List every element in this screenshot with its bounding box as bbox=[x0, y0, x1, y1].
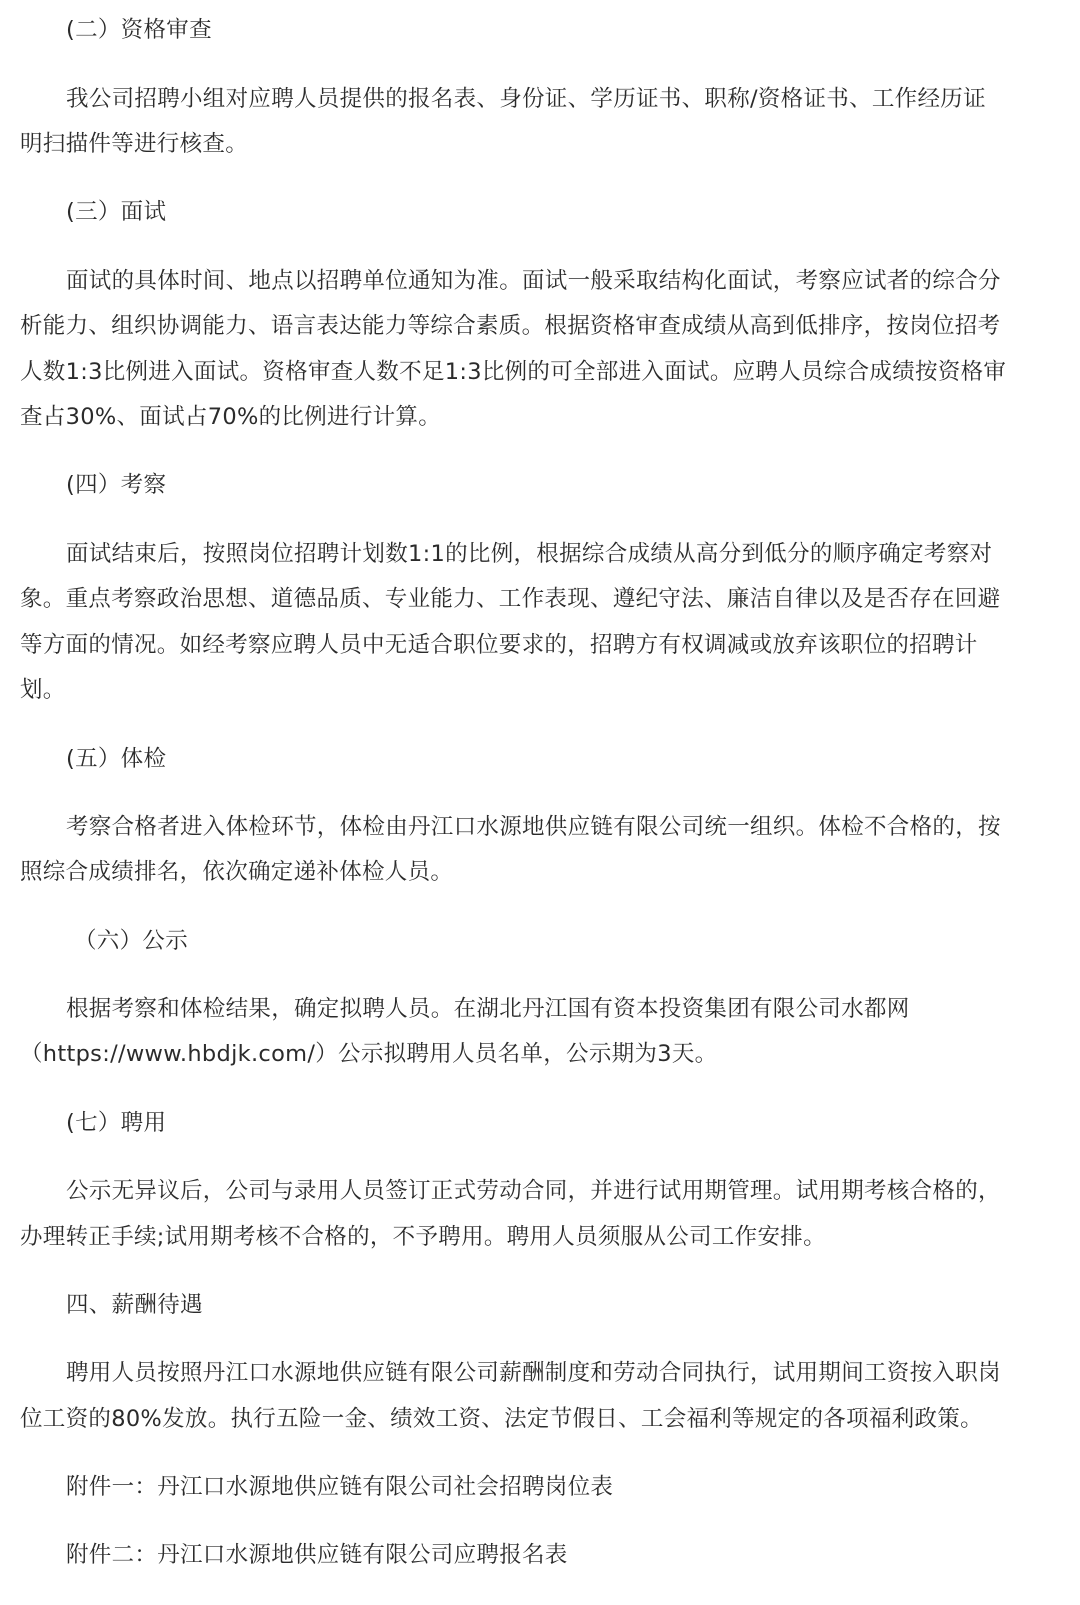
paragraph-line: 我公司招聘小组对应聘人员提供的报名表、身份证、学历证书、职称/资格证书、工作经历证 bbox=[66, 86, 986, 112]
section-heading-publicity: （六）公示 bbox=[74, 928, 189, 954]
paragraph-line: 析能力、组织协调能力、语言表达能力等综合素质。根据资格审查成绩从高到低排序，按岗位招考 bbox=[20, 313, 1001, 339]
paragraph-line: 象。重点考察政治思想、道德品质、专业能力、工作表现、遵纪守法、廉洁自律以及是否存在回避 bbox=[20, 586, 1001, 612]
paragraph-line: 人数1:3比例进入面试。资格审查人数不足1:3比例的可全部进入面试。应聘人员综合成绩按资格审 bbox=[20, 359, 1007, 385]
section-heading-interview: (三）面试 bbox=[66, 199, 167, 225]
section-heading-employment: (七）聘用 bbox=[66, 1110, 167, 1136]
attachment-2: 附件二：丹江口水源地供应链有限公司应聘报名表 bbox=[66, 1542, 568, 1568]
attachment-1: 附件一：丹江口水源地供应链有限公司社会招聘岗位表 bbox=[66, 1474, 614, 1500]
paragraph-line: 照综合成绩排名，依次确定递补体检人员。 bbox=[20, 859, 454, 885]
paragraph-line: 公示无异议后，公司与录用人员签订正式劳动合同，并进行试用期管理。试用期考核合格的， bbox=[66, 1178, 1001, 1204]
section-heading-physical-exam: (五）体检 bbox=[66, 746, 167, 772]
paragraph-line: 根据考察和体检结果，确定拟聘人员。在湖北丹江国有资本投资集团有限公司水都网 bbox=[66, 996, 910, 1022]
paragraph-line: 明扫描件等进行核查。 bbox=[20, 131, 249, 157]
paragraph-line: 划。 bbox=[20, 677, 66, 703]
paragraph-line: 面试结束后，按照岗位招聘计划数1:1的比例，根据综合成绩从高分到低分的顺序确定考察对 bbox=[66, 541, 993, 567]
section-heading-qualification: (二）资格审查 bbox=[66, 17, 212, 43]
paragraph-line: 聘用人员按照丹江口水源地供应链有限公司薪酬制度和劳动合同执行，试用期间工资按入职岗 bbox=[66, 1360, 1001, 1386]
paragraph-line: （https://www.hbdjk.com/）公示拟聘用人员名单，公示期为3天。 bbox=[20, 1041, 718, 1067]
section-heading-inspection: (四）考察 bbox=[66, 472, 167, 498]
paragraph-line: 面试的具体时间、地点以招聘单位通知为准。面试一般采取结构化面试，考察应试者的综合分 bbox=[66, 268, 1001, 294]
paragraph-line: 办理转正手续;试用期考核不合格的，不予聘用。聘用人员须服从公司工作安排。 bbox=[20, 1224, 826, 1250]
paragraph-line: 考察合格者进入体检环节，体检由丹江口水源地供应链有限公司统一组织。体检不合格的，按 bbox=[66, 814, 1001, 840]
paragraph-line: 等方面的情况。如经考察应聘人员中无适合职位要求的，招聘方有权调减或放弃该职位的招聘计 bbox=[20, 632, 978, 658]
paragraph-line: 位工资的80%发放。执行五险一金、绩效工资、法定节假日、工会福利等规定的各项福利政策。 bbox=[20, 1406, 983, 1432]
section-heading-salary: 四、薪酬待遇 bbox=[66, 1292, 203, 1318]
paragraph-line: 查占30%、面试占70%的比例进行计算。 bbox=[20, 404, 442, 430]
